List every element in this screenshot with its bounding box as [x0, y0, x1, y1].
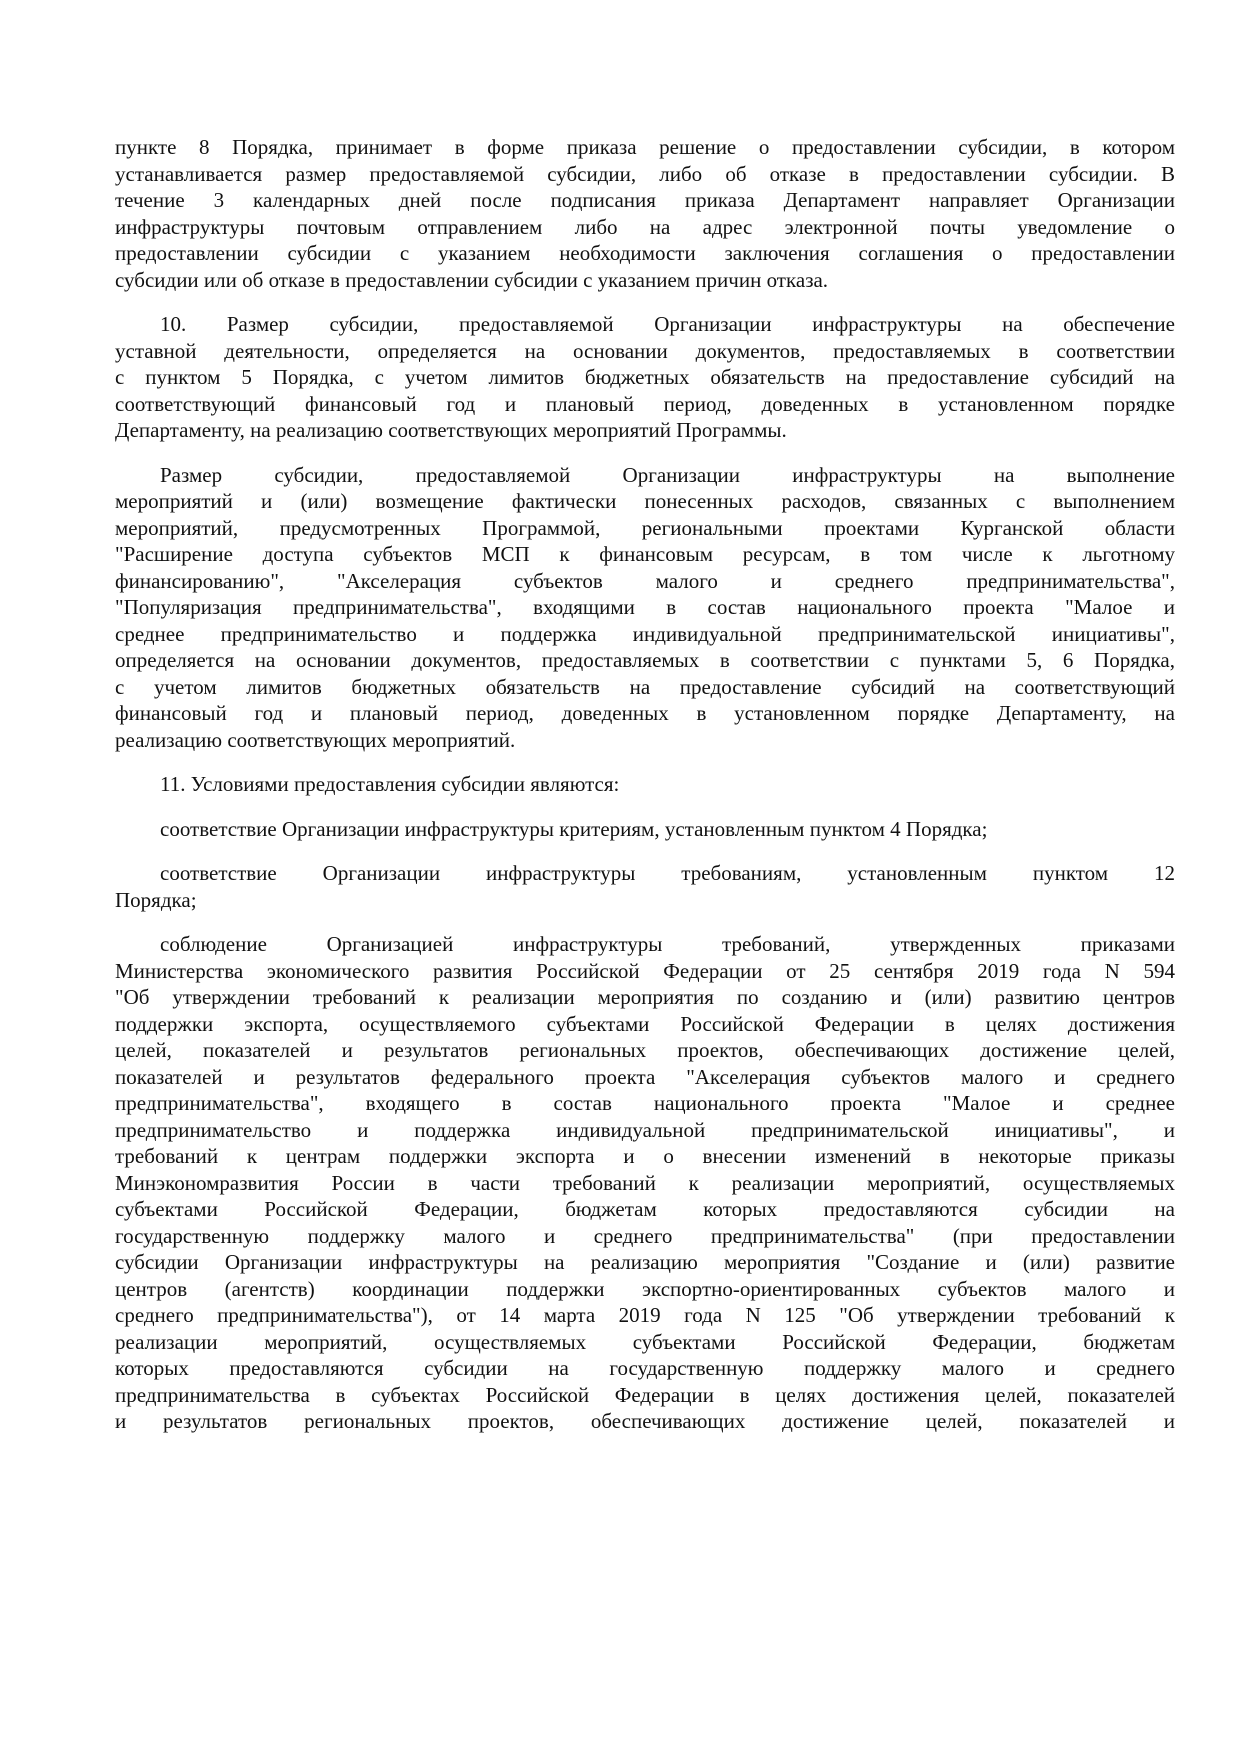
text-line: устанавливается размер предоставляемой субсидии, либо об отказе в предоставлении субсидии. В [115, 161, 1175, 186]
text-line: центров (агентств) координации поддержки экспортно-ориентированных субъектов малого и [115, 1276, 1175, 1301]
text-line: предпринимательство и поддержка индивидуальной предпринимательской инициативы", и [115, 1117, 1175, 1142]
text-line: "Расширение доступа субъектов МСП к финансовым ресурсам, в том числе к льготному [115, 542, 1175, 566]
text-line: Министерства экономического развития Российской Федерации от 25 сентября 2019 года N 594 [115, 958, 1175, 983]
paragraph [115, 311, 1175, 444]
text-line: 10. Размер субсидии, предоставляемой Организации инфраструктуры на обеспечение [160, 312, 1175, 336]
text-line: "Популяризация предпринимательства", входящими в состав национального проекта "Малое и [115, 595, 1175, 619]
paragraph [115, 931, 1175, 1435]
text-line: 11. Условиями предоставления субсидии являются: [160, 772, 620, 796]
text-line: с пунктом 5 Порядка, с учетом лимитов бюджетных обязательств на предоставление субсидий на [115, 365, 1175, 389]
text-line: среднее предпринимательство и поддержка индивидуальной предпринимательской инициативы", [115, 621, 1175, 646]
text-line: мероприятий, предусмотренных Программой, региональными проектами Курганской области [115, 515, 1175, 540]
text-line: субъектами Российской Федерации, бюджетам которых предоставляются субсидии на [115, 1197, 1175, 1221]
text-line: соответствие Организации инфраструктуры критериям, установленным пунктом 4 Порядка; [160, 816, 988, 841]
text-line: с учетом лимитов бюджетных обязательств на предоставление субсидий на соответствующий [115, 674, 1175, 699]
text-line: мероприятий и (или) возмещение фактически понесенных расходов, связанных с выполнением [115, 489, 1175, 513]
text-line: соответствие Организации инфраструктуры требованиям, установленным пунктом 12 [160, 861, 1175, 885]
text-line: финансированию", "Акселерация субъектов малого и среднего предпринимательства", [115, 568, 1175, 593]
text-line: Департаменту, на реализацию соответствующих мероприятий Программы. [115, 418, 787, 442]
text-line: Порядка; [115, 887, 197, 912]
text-line: субсидии или об отказе в предоставлении субсидии с указанием причин отказа. [115, 267, 829, 292]
text-line: поддержки экспорта, осуществляемого субъектами Российской Федерации в целях достижения [115, 1011, 1175, 1036]
text-line: уставной деятельности, определяется на основании документов, предоставляемых в соответствии [115, 338, 1175, 363]
text-line: определяется на основании документов, предоставляемых в соответствии с пунктами 5, 6 Порядка, [115, 648, 1175, 672]
text-line: предпринимательства в субъектах Российской Федерации в целях достижения целей, показателей [115, 1382, 1175, 1407]
text-line: течение 3 календарных дней после подписания приказа Департамент направляет Организации [115, 188, 1175, 212]
text-line: предпринимательства", входящего в состав национального проекта "Малое и среднее [115, 1091, 1175, 1115]
text-line: реализацию соответствующих мероприятий. [115, 727, 516, 752]
text-line: "Об утверждении требований к реализации мероприятия по созданию и (или) развитию центров [115, 985, 1175, 1009]
text-line: показателей и результатов федерального проекта "Акселерация субъектов малого и среднего [115, 1064, 1175, 1089]
text-line: и результатов региональных проектов, обеспечивающих достижение целей, показателей и [115, 1409, 1175, 1433]
text-line: субсидии Организации инфраструктуры на реализацию мероприятия "Создание и (или) развитие [115, 1250, 1175, 1274]
text-line: требований к центрам поддержки экспорта и о внесении изменений в некоторые приказы [115, 1144, 1175, 1168]
text-line: Минэкономразвития России в части требований к реализации мероприятий, осуществляемых [115, 1170, 1175, 1195]
text-line: Размер субсидии, предоставляемой Организации инфраструктуры на выполнение [160, 462, 1175, 487]
text-line: пункте 8 Порядка, принимает в форме приказа решение о предоставлении субсидии, в котором [115, 135, 1175, 159]
paragraph [115, 816, 1175, 843]
text-line: среднего предпринимательства"), от 14 марта 2019 года N 125 "Об утверждении требований к [115, 1303, 1175, 1327]
document-body [115, 134, 1175, 1435]
text-line: государственную поддержку малого и среднего предпринимательства" (при предоставлении [115, 1223, 1175, 1248]
text-line: инфраструктуры почтовым отправлением либо на адрес электронной почты уведомление о [115, 214, 1175, 239]
paragraph [115, 134, 1175, 293]
text-line: целей, показателей и результатов региональных проектов, обеспечивающих достижение целей, [115, 1038, 1175, 1062]
text-line: реализации мероприятий, осуществляемых субъектами Российской Федерации, бюджетам [115, 1329, 1175, 1354]
text-line: финансовый год и плановый период, доведенных в установленном порядке Департаменту, на [115, 701, 1175, 725]
text-line: предоставлении субсидии с указанием необходимости заключения соглашения о предоставлении [115, 241, 1175, 265]
text-line: которых предоставляются субсидии на государственную поддержку малого и среднего [115, 1356, 1175, 1380]
paragraph [115, 462, 1175, 754]
text-line: соответствующий финансовый год и плановый период, доведенных в установленном порядке [115, 391, 1175, 416]
paragraph [115, 860, 1175, 913]
text-line: соблюдение Организацией инфраструктуры требований, утвержденных приказами [160, 932, 1175, 956]
paragraph [115, 771, 1175, 798]
